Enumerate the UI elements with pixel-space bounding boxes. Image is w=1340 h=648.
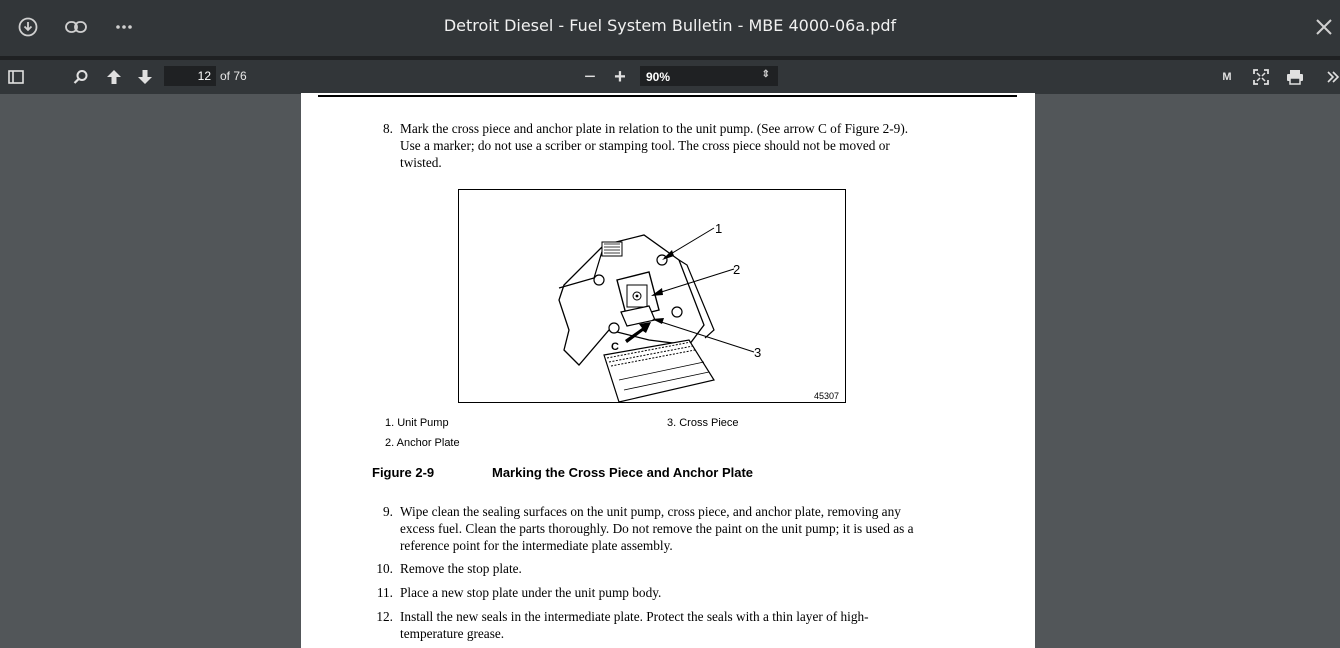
document-title: Detroit Diesel - Fuel System Bulletin - MBE 4000-06a.pdf — [443, 16, 897, 35]
legend-item-1: 1. Unit Pump — [385, 417, 449, 429]
step-number: 8. — [383, 121, 393, 136]
arrow-c-label: C — [611, 341, 619, 353]
step-number: 12. — [376, 609, 393, 624]
previous-page-icon[interactable] — [100, 63, 128, 91]
pdf-page — [301, 93, 1035, 648]
step-text: Mark the cross piece and anchor plate in relation to the unit pump. (See arrow C of Figure 2-9). Use a marker; do not use a scriber or stamping tool. The cross piece should not be moved or twisted. — [400, 121, 909, 170]
callout-3: 3 — [754, 345, 762, 360]
m-button[interactable]: M — [1222, 71, 1232, 83]
pdf-toolbar — [0, 59, 1340, 94]
chevron-updown-icon: ⇕ — [761, 69, 770, 80]
figure-caption: Marking the Cross Piece and Anchor Plate — [492, 465, 754, 480]
figure-number: Figure 2-9 — [372, 465, 435, 480]
callout-1: 1 — [715, 221, 723, 236]
step-text: Place a new stop plate under the unit pump body. — [400, 585, 662, 600]
zoom-value: 90% — [646, 70, 671, 84]
zoom-in-button[interactable]: + — [614, 65, 626, 88]
figure-id: 45307 — [814, 391, 840, 401]
header-rule — [318, 95, 1017, 97]
legend-item-2: 2. Anchor Plate — [385, 437, 460, 449]
title-bar — [0, 0, 1340, 56]
step-number: 11. — [376, 585, 393, 600]
step-number: 10. — [376, 561, 393, 576]
step-text: Install the new seals in the intermediate plate. Protect the seals with a thin layer of high-temperature grease. — [400, 609, 869, 641]
search-icon[interactable] — [67, 63, 95, 91]
sidebar-toggle-icon[interactable] — [2, 63, 30, 91]
callout-2: 2 — [733, 262, 741, 277]
print-icon[interactable] — [1281, 63, 1309, 91]
fit-page-icon[interactable] — [1247, 63, 1275, 91]
close-icon[interactable] — [1310, 13, 1338, 41]
legend-item-3: 3. Cross Piece — [667, 417, 739, 429]
page-count: of 76 — [220, 69, 247, 83]
unit-pump-illustration — [459, 190, 845, 402]
zoom-select[interactable] — [640, 66, 778, 86]
step-text: Wipe clean the sealing surfaces on the unit pump, cross piece, and anchor plate, removing any excess fuel. Clean the parts thoroughly. Do not remove the paint on the unit pump; it is used as a reference point for the intermediate plate assembly. — [400, 504, 914, 553]
zoom-out-button[interactable]: − — [584, 65, 596, 88]
step-text: Remove the stop plate. — [400, 561, 522, 576]
step-number: 9. — [383, 504, 393, 519]
page-number-input[interactable]: 12 — [164, 66, 216, 86]
chevron-right-icon[interactable] — [1319, 63, 1340, 91]
next-page-icon[interactable] — [131, 63, 159, 91]
figure-frame — [458, 189, 846, 403]
